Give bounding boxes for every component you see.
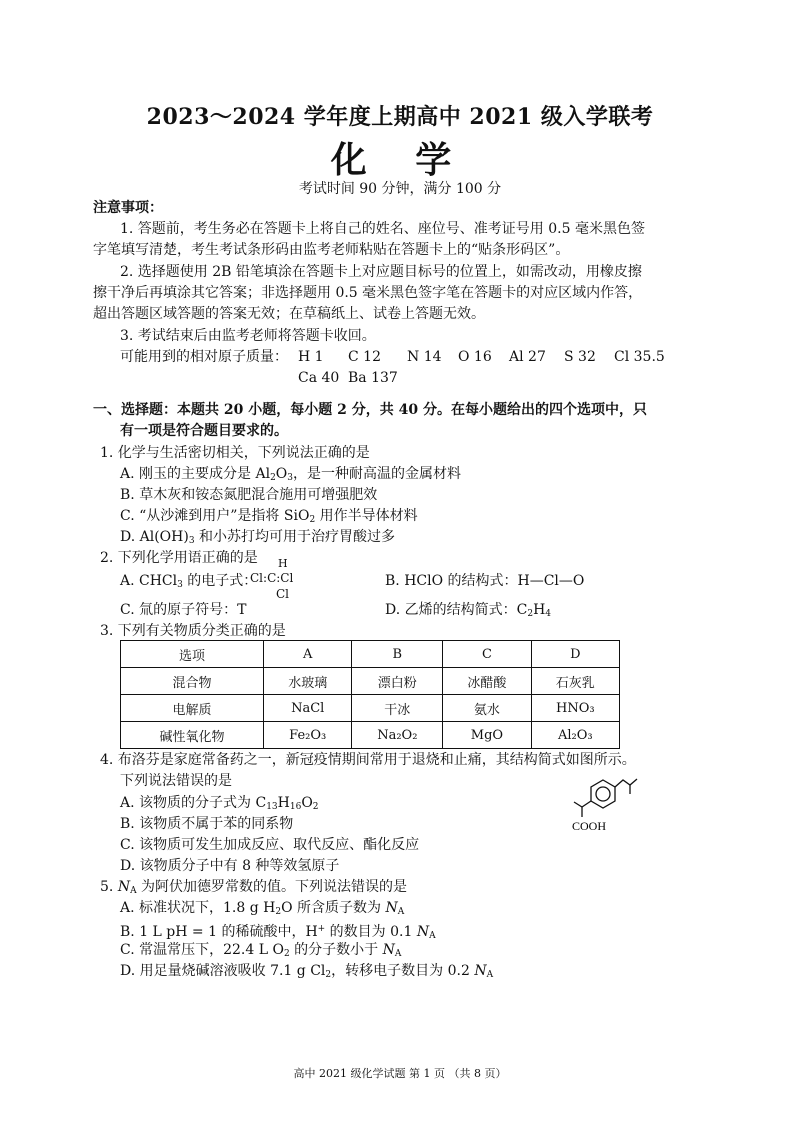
table-cell: Na₂O₂ [352, 722, 443, 749]
table-cell: HNO₃ [531, 695, 619, 722]
dot-formula-h: H [278, 557, 288, 570]
table-row [121, 668, 620, 695]
table-cell: 电解质 [121, 695, 264, 722]
table-cell: 石灰乳 [531, 668, 619, 695]
mass-ca: Ca 40 [298, 370, 340, 386]
q5-option-a: A. 标准状况下，1.8 g $H_2O$ 所含质子数为 $N_A$ [120, 900, 405, 917]
table-cell: Al₂O₃ [531, 722, 619, 749]
mass-h: H 1 [298, 349, 324, 365]
table-cell: 选项 [121, 641, 264, 668]
table-row [121, 695, 620, 722]
mass-o: O 16 [458, 349, 492, 365]
table-row [121, 722, 620, 749]
q4-option-d: D. 该物质分子中有 8 种等效氢原子 [120, 858, 340, 874]
table-cell: B [352, 641, 443, 668]
q4-stem-line1: 4. 布洛芬是家庭常备药之一，新冠疫情期间常用于退烧和止痛，其结构简式如图所示。 [100, 752, 636, 768]
atomic-masses-label: 可能用到的相对原子质量： [120, 349, 288, 365]
mass-al: Al 27 [509, 349, 546, 365]
cooh-label: COOH [572, 819, 607, 833]
q2-option-a: A. CHCl$_3$ 的电子式： [120, 573, 258, 590]
table-cell: D [531, 641, 619, 668]
table-cell: 水玻璃 [264, 668, 352, 695]
q2-option-d: D. 乙烯的结构简式：$C_2H_4$ [385, 602, 552, 619]
q1-stem: 1. 化学与生活密切相关，下列说法正确的是 [100, 445, 370, 461]
q1-option-b: B. 草木灰和铵态氮肥混合施用可增强肥效 [120, 487, 378, 503]
exam-info: 考试时间 90 分钟，满分 100 分 [298, 181, 502, 197]
q4-option-c: C. 该物质可发生加成反应、取代反应、酯化反应 [120, 837, 420, 853]
q5-option-d: D. 用足量烧碱溶液吸收 7.1 g $Cl_2$，转移电子数目为 0.2 $N_A$ [120, 963, 494, 980]
section1-heading-line2: 有一项是符合题目要求的。 [120, 423, 288, 439]
q2-stem: 2. 下列化学用语正确的是 [100, 550, 258, 566]
chcl3-electron-formula [250, 557, 306, 605]
q1-option-c: C. “从沙滩到用户”是指将 SiO$_2$ 用作半导体材料 [120, 508, 418, 525]
notice-item1-line2: 字笔填写清楚，考生考试条形码由监考老师粘贴在答题卡上的“贴条形码区”。 [93, 242, 570, 258]
aromatic-circle [596, 787, 610, 801]
page-footer: 高中 2021 级化学试题 第 1 页 （共 8 页） [293, 1067, 507, 1080]
q3-stem: 3. 下列有关物质分类正确的是 [100, 623, 286, 639]
dot-formula-cl: Cl [276, 587, 290, 601]
q5-option-b: B. 1 L pH = 1 的稀硫酸中，H+ 的数目为 0.1 $N_A$ [120, 924, 436, 941]
notice-item1-line1: 1. 答题前，考生务必在答题卡上将自己的姓名、座位号、准考证号用 0.5 毫米黑色签 [120, 221, 645, 237]
notice-item2-line1: 2. 选择题使用 2B 铅笔填涂在答题卡上对应题目标号的位置上，如需改动，用橡皮擦 [120, 264, 642, 280]
mass-c: C 12 [348, 349, 381, 365]
subject-title: 化 学 [330, 139, 470, 181]
table-cell: A [264, 641, 352, 668]
mass-ba: Ba 137 [348, 370, 398, 386]
table-cell: NaCl [264, 695, 352, 722]
isobutyl-chain [615, 779, 637, 787]
notice-heading: 注意事项： [93, 200, 163, 216]
notice-item2-line2: 擦干净后再填涂其它答案；非选择题用 0.5 毫米黑色签字笔在答题卡的对应区域内作答， [93, 285, 643, 301]
notice-item3: 3. 考试结束后由监考老师将答题卡收回。 [120, 328, 376, 344]
classification-table [120, 640, 620, 749]
dot-formula-middle: Cl:C:Cl [250, 571, 294, 585]
table-cell: 干冰 [352, 695, 443, 722]
q4-option-b: B. 该物质不属于苯的同系物 [120, 816, 294, 832]
mass-n: N 14 [407, 349, 442, 365]
table-cell: Fe₂O₃ [264, 722, 352, 749]
q5-stem: 5. $N_A$ 为阿伏加德罗常数的值。下列说法错误的是 [100, 879, 408, 896]
propanoic-chain [574, 801, 591, 807]
table-cell: 冰醋酸 [443, 668, 531, 695]
table-cell: 碱性氧化物 [121, 722, 264, 749]
table-cell: 漂白粉 [352, 668, 443, 695]
q2-option-c: C. 氚的原子符号：T [120, 602, 247, 618]
q5-option-c: C. 常温常压下，22.4 L $O_2$ 的分子数小于 $N_A$ [120, 942, 402, 959]
q1-option-a: A. 刚玉的主要成分是 $Al_2O_3$，是一种耐高温的金属材料 [120, 466, 462, 483]
table-cell: MgO [443, 722, 531, 749]
table-cell: 混合物 [121, 668, 264, 695]
exam-title: 2023～2024 学年度上期高中 2021 级入学联考 [146, 104, 654, 130]
mass-s: S 32 [564, 349, 596, 365]
benzene-ring [591, 780, 615, 808]
mass-cl: Cl 35.5 [614, 349, 665, 365]
notice-item2-line3: 超出答题区域答题的答案无效；在草稿纸上、试卷上答题无效。 [93, 306, 485, 322]
q1-option-d: D. $Al(OH)_3$ 和小苏打均可用于治疗胃酸过多 [120, 529, 396, 546]
q2-option-b: B. HClO 的结构式：H—Cl—O [385, 573, 585, 589]
ibuprofen-structure [568, 770, 658, 834]
table-cell: 氨水 [443, 695, 531, 722]
table-cell: C [443, 641, 531, 668]
q4-option-a: A. 该物质的分子式为 $C_{13}H_{16}O_2$ [120, 795, 319, 812]
q4-stem-line2: 下列说法错误的是 [120, 773, 232, 789]
section1-heading-line1: 一、选择题：本题共 20 小题，每小题 2 分，共 40 分。在每小题给出的四个选项中，只 [93, 402, 647, 418]
table-header-row [121, 641, 620, 668]
